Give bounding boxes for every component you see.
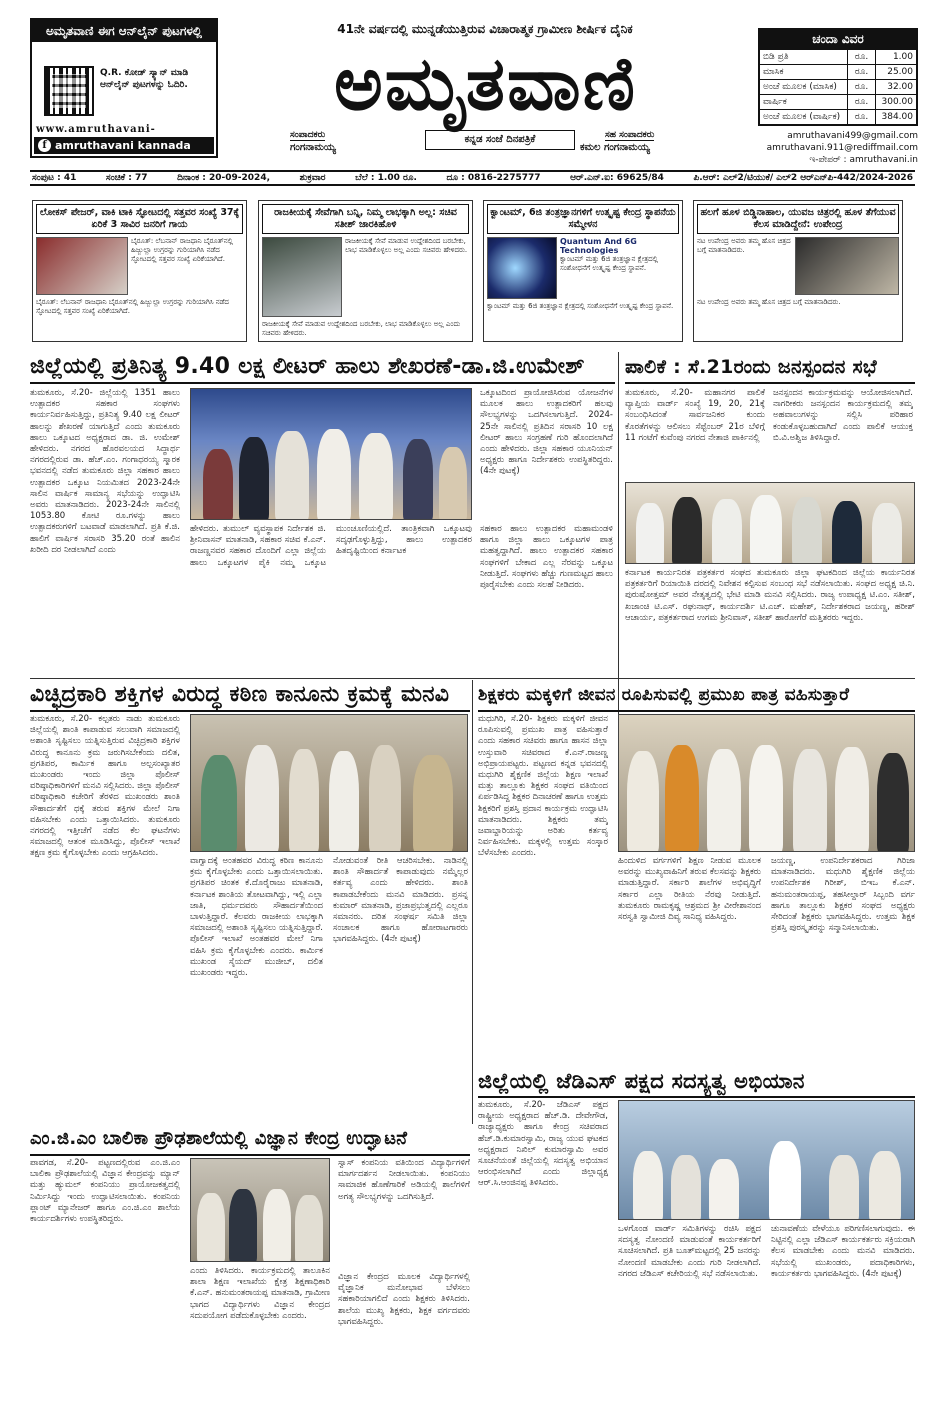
teaser-photo [262, 237, 342, 317]
article-civic-col2: ಜನಸ್ಪಂದನ ಕಾರ್ಯಕ್ರಮವನ್ನು ಆಯೋಜಿಸಲಾಗಿದೆ. ನಾಗರೀಕರು ಜನಸ್ಪಂದನ ಕಾರ್ಯಕ್ರಮದಲ್ಲಿ ತಮ್ಮ ಅಹವಾಲುಗಳನ್ನು ಸಲ್ಲಿಸಿ ಪರಿಹಾರ ಕಂಡುಕೊಳ್ಳಬಹುದಾಗಿದೆ ಎಂದು ಪಾಲಿಕೆ ಆಯುಕ್ತ ಬಿ.ವಿ.ಅಶ್ವಿಜ ತಿಳಿಸಿದ್ದಾರೆ. [773, 388, 913, 443]
article-law-col3: ನೋಡುವಂತೆ ರೀತಿ ಆಚರಿಸಬೇಕು. ನಾಡಿನಲ್ಲಿ ಶಾಂತಿ ಸೌಹಾರ್ದತೆ ಕಾಪಾಡುವುದು ನಮ್ಮೆಲ್ಲರ ಕರ್ತವ್ಯ ಎಂದು ಹೇಳಿದರು. ಶಾಂತಿ ಕಾಪಾಡಬೇಕೆಂದು ಮನವಿ ಮಾಡಿದರು. ಪ್ರಸನ್ನ ಕುಮಾರ್ ಮಾತನಾಡಿ, ಪ್ರಜಾಪ್ರಭುತ್ವದಲ್ಲಿ ಎಲ್ಲರೂ ಸಮಾನರು. ದರಿತ ಸಂಘರ್ಷ ಸಮಿತಿ ಜಿಲ್ಲಾ ಸಂಚಾಲಕ ಹಾಗೂ ಹೋರಾಟಗಾರರು ಭಾಗವಹಿಸಿದ್ದರು. (4ನೇ ಪುಟಕ್ಕೆ) [333, 856, 468, 945]
article-school-col3: ಸ್ವಾಸ್ ಕಂಪನಿಯ ವತಿಯಿಂದ ವಿದ್ಯಾರ್ಥಿಗಳಿಗೆ ಮಾರ್ಗದರ್ಶನ ನೀಡಲಾಯಿತು. ಕಂಪನಿಯು ಸಾಮಾಜಿಕ ಹೊಣೆಗಾರಿಕೆ ಅಡಿಯಲ್ಲಿ ಶಾಲೆಗಳಿಗೆ ಅಗತ್ಯ ಸೌಲಭ್ಯಗಳನ್ನು ಒದಗಿಸುತ್ತಿದೆ. [338, 1158, 470, 1202]
sub-currency: ರೂ. [848, 65, 876, 79]
teaser-photo [487, 237, 557, 299]
article-civic-caption: ಕರ್ನಾಟಕ ಕಾರ್ಯನಿರತ ಪತ್ರಕರ್ತರ ಸಂಘದ ತುಮಕೂರು ಜಿಲ್ಲಾ ಘಟಕದಿಂದ ಜಿಲ್ಲೆಯ ಕಾರ್ಯನಿರತ ಪತ್ರಕರ್ತರಿಗೆ ರಿಯಾಯಿತಿ ದರದಲ್ಲಿ ನಿವೇಶನ ಕಲ್ಪಿಸುವ ಸಂಬಂಧ ಸಭೆ ನಡೆಸಲಾಯಿತು. ಸಂಘದ ಅಧ್ಯಕ್ಷ ಚಿ.ನಿ. ಪುರುಷೋತ್ತಮ್ ಅವರ ನೇತೃತ್ವದಲ್ಲಿ ಭೇಟಿ ಮಾಡಿ ಮನವಿ ಸಲ್ಲಿಸಿದರು. ರಾಜ್ಯ ಉಪಾಧ್ಯಕ್ಷ ಟಿ.ಎಂ. ಸತೀಶ್, ಖಜಾಂಚಿ ಟಿ.ಎಸ್. ರಘುನಾಥ್, ಕಾರ್ಯದರ್ಶಿ ಟಿ.ಎಚ್. ಮಹೇಶ್, ನಿರ್ದೇಶಕರಾದ ಜಯಣ್ಣ, ಹರೀಶ್ ಆಚಾರ್ಯ, ಪತ್ರಕರ್ತರಾದ ಉಗಮ ಶ್ರೀನಿವಾಸ್, ಸತೀಶ್ ಹಾರೋಗೆರೆ ಮತ್ತಿತರರು ಇದ್ದರು. [625, 568, 915, 623]
sub-amount: 25.00 [887, 67, 913, 77]
headline-milk[interactable]: ಜಿಲ್ಲೆಯಲ್ಲಿ ಪ್ರತಿನಿತ್ಯ 9.40 ಲಕ್ಷ ಲೀಟರ್ ಹಾಲು ಶೇಖರಣೆ-ಡಾ.ಜಿ.ಉಮೇಶ್ [30, 352, 615, 384]
teaser-title: ಕ್ವಾಂಟಮ್, 6ಜಿ ತಂತ್ರಜ್ಞಾನಗಳಿಗೆ ಉತ್ಕೃಷ್ಟ ಕೇಂದ್ರ ಸ್ಥಾಪನೆಯ ಸಮ್ಮೇಳನ [487, 204, 679, 234]
teaser-image-caption: Quantum And 6G Technologies [560, 237, 637, 255]
teaser-text: ನಟ ಉಪೇಂದ್ರ ಅವರು ತಮ್ಮ ಹೊಸ ಚಿತ್ರದ ಬಗ್ಗೆ ಮಾತನಾಡಿದರು. [697, 237, 791, 254]
article-teachers-col3: ಜಯಣ್ಣ, ಉಪನಿರ್ದೇಶಕರಾದ ಗಿರಿಜಾ ಮಾತನಾಡಿದರು. ಮಧುಗಿರಿ ಶೈಕ್ಷಣಿಕ ಜಿಲ್ಲೆಯ ಉಪನಿರ್ದೇಶಕ ಗಿರೀಶ್, ಬಿಇಒ ಕೆ.ಎನ್. ಹನುಮಂತರಾಯಪ್ಪ, ತಹಸೀಲ್ದಾರ್ ಸಿಬ್ಬಂದಿ ವರ್ಗ ಹಾಗೂ ತಾಲ್ಲೂಕು ಶಿಕ್ಷಕರ ಸಂಘದ ಅಧ್ಯಕ್ಷರು ಸೇರಿದಂತೆ ಶಿಕ್ಷಕರು ಭಾಗವಹಿಸಿದ್ದರು. ಉತ್ತಮ ಶಿಕ್ಷಕ ಪ್ರಶಸ್ತಿ ಪುರಸ್ಕೃತರನ್ನು ಸನ್ಮಾನಿಸಲಾಯಿತು. [771, 856, 915, 934]
article-law-col2: ವಾಗ್ವಾದಕ್ಕೆ ಅಂತಹವರ ವಿರುದ್ಧ ಕಠಿಣ ಕಾನೂನು ಕ್ರಮ ಕೈಗೊಳ್ಳಬೇಕು ಎಂದು ಒತ್ತಾಯಿಸಲಾಯಿತು. ಪ್ರಗತಿಪರ ಚಿಂತಕ ಕೆ.ದೊರೈರಾಜು ಮಾತನಾಡಿ, ಕರ್ನಾಟಕ ಶಾಂತಿಯ ತೋಟವಾಗಿದ್ದು, ಇಲ್ಲಿ ಎಲ್ಲಾ ಜಾತಿ, ಧರ್ಮದವರು ಸೌಹಾರ್ದತೆಯಿಂದ ಬಾಳುತ್ತಿದ್ದಾರೆ. ಕೆಲವರು ರಾಜಕೀಯ ಲಾಭಕ್ಕಾಗಿ ಸಮಾಜದಲ್ಲಿ ಅಶಾಂತಿ ಸೃಷ್ಟಿಸಲು ಯತ್ನಿಸುತ್ತಿದ್ದಾರೆ. ಪೊಲೀಸ್ ಇಲಾಖೆ ಅಂತಹವರ ಮೇಲೆ ನಿಗಾ ವಹಿಸಿ ಕ್ರಮ ಕೈಗೊಳ್ಳಬೇಕು ಎಂದರು. ಕಾರ್ಮಿಕ ಮುಖಂಡ ಸೈಯದ್ ಮುಜೀಬ್, ದಲಿತ ಮುಖಂಡರು ಇದ್ದರು. [190, 856, 323, 979]
headline-civic[interactable]: ಪಾಲಿಕೆ : ಸೆ.21ರಂದು ಜನಸ್ಪಂದನ ಸಭೆ [625, 352, 915, 384]
masthead [30, 18, 918, 165]
promo-heading: ಅಮೃತವಾಣಿ ಈಗ ಆನ್‌ಲೈನ್ ಪುಟಗಳಲ್ಲಿ [32, 20, 216, 42]
teaser-box[interactable] [258, 200, 473, 342]
headline-teachers[interactable]: ಶಿಕ್ಷಕರು ಮಕ್ಕಳಿಗೆ ಜೀವನ ರೂಪಿಸುವಲ್ಲಿ ಪ್ರಮುಖ ಪಾತ್ರ ವಹಿಸುತ್ತಾರೆ [478, 680, 915, 712]
sub-item: ಅಂಚೆ ಮೂಲಕ (ವಾರ್ಷಿಕ) [760, 110, 848, 124]
article-jds-col1: ತುಮಕೂರು, ಸೆ.20- ಜೆಡಿಎಸ್ ಪಕ್ಷದ ರಾಷ್ಟ್ರೀಯ ಅಧ್ಯಕ್ಷರಾದ ಹೆಚ್.ಡಿ. ದೇವೇಗೌಡ, ರಾಜ್ಯಾಧ್ಯಕ್ಷರು ಹಾಗೂ ಕೇಂದ್ರ ಸಚಿವರಾದ ಹೆಚ್.ಡಿ.ಕುಮಾರಸ್ವಾಮಿ, ರಾಜ್ಯ ಯುವ ಘಟಕದ ಅಧ್ಯಕ್ಷರಾದ ನಿಖಿಲ್ ಕುಮಾರಸ್ವಾಮಿ ಅವರ ಸೂಚನೆಯಂತೆ ಜಿಲ್ಲೆಯಲ್ಲಿ ಸದಸ್ಯತ್ವ ಅಭಿಯಾನ ಆರಂಭಿಸಲಾಗಿದೆ ಎಂದು ಜಿಲ್ಲಾಧ್ಯಕ್ಷ ಆರ್.ಸಿ.ಆಂಜಿನಪ್ಪ ತಿಳಿಸಿದರು. [478, 1100, 608, 1189]
teaser-photo [36, 237, 128, 295]
teaser-text: ಕ್ವಾಂಟಮ್ ಮತ್ತು 6ಜಿ ತಂತ್ರಜ್ಞಾನ ಕ್ಷೇತ್ರದಲ್ಲಿ ಸಂಶೋಧನೆಗೆ ಉತ್ಕೃಷ್ಟ ಕೇಂದ್ರ ಸ್ಥಾಪನೆ. [560, 255, 658, 272]
email-link[interactable]: amruthavani499@gmail.com [787, 131, 918, 141]
headline-jds[interactable]: ಜಿಲ್ಲೆಯಲ್ಲಿ ಜೆಡಿಎಸ್ ಪಕ್ಷದ ಸದಸ್ಯತ್ವ ಅಭಿಯಾನ [478, 1066, 915, 1098]
contact-emails [758, 130, 918, 166]
article-school-photo [190, 1158, 330, 1262]
sub-currency: ರೂ. [848, 110, 876, 124]
sub-currency: ರೂ. [848, 80, 876, 94]
teaser-title: ರಾಜಕೀಯಕ್ಕೆ ಸೇವೆಗಾಗಿ ಬನ್ನಿ, ನಿಮ್ಮ ಲಾಭಕ್ಕಾಗಿ ಅಲ್ಲ: ಸಚಿವ ಸತೀಶ್ ಜಾರಕಿಹೊಳಿ [262, 204, 469, 234]
article-teachers-col2: ಹಿಂದುಳಿದ ವರ್ಗಗಳಿಗೆ ಶಿಕ್ಷಣ ನೀಡುವ ಮೂಲಕ ಅವರನ್ನು ಮುಖ್ಯವಾಹಿನಿಗೆ ತರುವ ಕೆಲಸವನ್ನು ಶಿಕ್ಷಕರು ಮಾಡುತ್ತಿದ್ದಾರೆ. ಸರ್ಕಾರಿ ಶಾಲೆಗಳ ಅಭಿವೃದ್ಧಿಗೆ ಸರ್ಕಾರ ಎಲ್ಲಾ ರೀತಿಯ ನೆರವು ನೀಡುತ್ತಿದೆ. ತುಮಕೂರು ರಾಮಕೃಷ್ಣ ಆಶ್ರಮದ ಶ್ರೀ ವೀರೇಶಾನಂದ ಸರಸ್ವತಿ ಸ್ವಾಮೀಜಿ ದಿವ್ಯ ಸಾನಿಧ್ಯ ವಹಿಸಿದ್ದರು. [618, 856, 761, 923]
facebook-link[interactable] [34, 137, 214, 154]
teaser-title: ಲೋಕಸ್ ಪೇಜರ್, ವಾಕಿ ಟಾಕಿ ಸ್ಫೋಟದಲ್ಲಿ ಸತ್ತವರ ಸಂಖ್ಯೆ 37ಕ್ಕೆ ಏರಿಕೆ 3 ಸಾವಿರ ಜನರಿಗೆ ಗಾಯ [36, 204, 243, 234]
subscription-row [760, 64, 916, 79]
price: ಬೆಲೆ : 1.00 ರೂ. [355, 173, 417, 183]
teaser-box[interactable] [693, 200, 903, 342]
facebook-handle: amruthavani kannada [55, 139, 191, 152]
epaper-link[interactable]: ಇ-ಪೇಪರ್ : amruthavani.in [809, 155, 918, 165]
subscription-table [758, 28, 918, 126]
sub-currency: ರೂ. [848, 50, 876, 64]
article-jds-col3: ಚುನಾವಣೆಯ ವೇಳೆಯೂ ಪರಿಗಣಿಸಲಾಗುವುದು. ಈ ನಿಟ್ಟಿನಲ್ಲಿ ಎಲ್ಲಾ ಜೆಡಿಎಸ್ ಕಾರ್ಯಕರ್ತರು ಸಕ್ರಿಯರಾಗಿ ಕೆಲಸ ಮಾಡಬೇಕು ಎಂದು ಮನವಿ ಮಾಡಿದರು. ಸಭೆಯಲ್ಲಿ ಮುಖಂಡರು, ಪದಾಧಿಕಾರಿಗಳು, ಕಾರ್ಯಕರ್ತರು ಭಾಗವಹಿಸಿದ್ದರು. (4ನೇ ಪುಟಕ್ಕೆ) [771, 1224, 915, 1279]
sub-item: ವಾರ್ಷಿಕ [760, 95, 848, 109]
article-milk-col4: ಒಕ್ಕೂಟದಿಂದ ಪ್ರಾಯೋಜಿಸಿರುವ ಯೋಜನೆಗಳ ಮೂಲಕ ಹಾಲು ಉತ್ಪಾದಕರಿಗೆ ಹಲವು ಸೌಲಭ್ಯಗಳನ್ನು ಒದಗಿಸಲಾಗುತ್ತಿದೆ. 2024-25ನೇ ಸಾಲಿನಲ್ಲಿ ಪ್ರತಿದಿನ ಸರಾಸರಿ 10 ಲಕ್ಷ ಲೀಟರ್ ಹಾಲು ಸಂಗ್ರಹಣೆ ಗುರಿ ಹೊಂದಲಾಗಿದೆ ಎಂದು ಹೇಳಿದರು. ಜಿಲ್ಲಾ ಸಹಕಾರ ಯೂನಿಯನ್ ಅಧ್ಯಕ್ಷರು ಹಾಗೂ ನಿರ್ದೇಶಕರು ಉಪಸ್ಥಿತರಿದ್ದರು. (4ನೇ ಪುಟಕ್ಕೆ) [480, 388, 613, 477]
article-milk-col3: ಸಹಕಾರ ಹಾಲು ಉತ್ಪಾದಕರ ಮಹಾಮಂಡಳಿ ಹಾಗೂ ಜಿಲ್ಲಾ ಹಾಲು ಒಕ್ಕೂಟಗಳ ಪಾತ್ರ ಮಹತ್ವದ್ದಾಗಿದೆ. ಹಾಲು ಉತ್ಪಾದಕರ ಸಹಕಾರ ಸಂಘಗಳಿಗೆ ಬೇಕಾದ ಎಲ್ಲ ನೆರವನ್ನು ಒಕ್ಕೂಟ ನೀಡುತ್ತಿದೆ. ಸಂಘಗಳು ಹೆಚ್ಚು ಗುಣಮಟ್ಟದ ಹಾಲು ಪೂರೈಸಬೇಕು ಎಂದು ಸಲಹೆ ನೀಡಿದರು. [480, 524, 613, 591]
phone: ದೂ : 0816-2275777 [446, 173, 541, 183]
rni-number: ಆರ್.ಎನ್.ಐ: 69625/84 [570, 173, 664, 183]
teaser-text: ಬೈರೂತ್: ಲೆಬನಾನ್ ರಾಜಧಾನಿ ಬೈರೂತ್‌ನಲ್ಲಿ ಹಿಜ್ಬುಲ್ಲಾ ಉಗ್ರರನ್ನು ಗುರಿಯಾಗಿಸಿ ನಡೆದ ಸ್ಫೋಟದಲ್ಲಿ ಸತ್ತವರ ಸಂಖ್ಯೆ ಏರಿಕೆಯಾಗಿದೆ. [131, 237, 233, 263]
teaser-box[interactable] [483, 200, 683, 342]
sub-amount: 1.00 [892, 52, 913, 62]
sub-amount: 300.00 [881, 97, 913, 107]
article-teachers-col1: ಮಧುಗಿರಿ, ಸೆ.20- ಶಿಕ್ಷಕರು ಮಕ್ಕಳಿಗೆ ಜೀವನ ರೂಪಿಸುವಲ್ಲಿ ಪ್ರಮುಖ ಪಾತ್ರ ವಹಿಸುತ್ತಾರೆ ಎಂದು ಸಹಕಾರ ಸಚಿವರು ಹಾಗೂ ಹಾಸನ ಜಿಲ್ಲಾ ಉಸ್ತುವಾರಿ ಸಚಿವರಾದ ಕೆ.ಎನ್.ರಾಜಣ್ಣ ಅಭಿಪ್ರಾಯಪಟ್ಟರು. ಪಟ್ಟಣದ ಕನ್ನಡ ಭವನದಲ್ಲಿ ಮಧುಗಿರಿ ಶೈಕ್ಷಣಿಕ ಜಿಲ್ಲೆಯ ಶಿಕ್ಷಣ ಇಲಾಖೆ ಮತ್ತು ತಾಲ್ಲೂಕು ಶಿಕ್ಷಕರ ಸಂಘದ ವತಿಯಿಂದ ಏರ್ಪಡಿಸಿದ್ದ ಶಿಕ್ಷಕರ ದಿನಾಚರಣೆ ಹಾಗೂ ಉತ್ತಮ ಶಿಕ್ಷಕರಿಗೆ ಪ್ರಶಸ್ತಿ ಪ್ರದಾನ ಕಾರ್ಯಕ್ರಮ ಉದ್ಘಾಟಿಸಿ ಮಾತನಾಡಿದರು. ಶಿಕ್ಷಕರು ತಮ್ಮ ಜವಾಬ್ದಾರಿಯನ್ನು ಅರಿತು ಕರ್ತವ್ಯ ನಿರ್ವಹಿಸಬೇಕು. ಮಕ್ಕಳಲ್ಲಿ ಉತ್ತಮ ಸಂಸ್ಕಾರ ಬೆಳೆಸಬೇಕು ಎಂದರು. [478, 714, 608, 859]
issue-number: ಸಂಚಿಕೆ : 77 [105, 173, 148, 183]
editor-name: ಗಂಗನಾಮಯ್ಯ [290, 142, 336, 153]
article-civic-col1: ತುಮಕೂರು, ಸೆ.20- ಮಹಾನಗರ ಪಾಲಿಕೆ ವ್ಯಾಪ್ತಿಯ ವಾರ್ಡ್ ಸಂಖ್ಯೆ 19, 20, 21ಕ್ಕೆ ಸಂಬಂಧಿಸಿದಂತೆ ಸಾರ್ವಜನಿಕರ ಕುಂದು ಕೊರತೆಗಳನ್ನು ಆಲಿಸಲು ಸೆಪ್ಟೆಂಬರ್ 21ರ ಬೆಳಿಗ್ಗೆ 11 ಗಂಟೆಗೆ ಕುವೆಂಪು ನಗರದ ನೇತಾಜಿ ಪಾರ್ಕಿನಲ್ಲಿ [625, 388, 765, 443]
article-milk-caption: ಹೇಳಿದರು. ತುಮುಲ್ ವ್ಯವಸ್ಥಾಪಕ ನಿರ್ದೇಶಕ ಜಿ. ಶ್ರೀನಿವಾಸನ್ ಮಾತನಾಡಿ, ಸಹಕಾರ ಸಚಿವ ಕೆ.ಎನ್. ರಾಜಣ್ಣನವರ ಸಹಕಾರ ದೊಂದಿಗೆ ಎಲ್ಲಾ ಜಿಲ್ಲೆಯ ಹಾಲು ಒಕ್ಕೂಟಗಳ ಪೈಕಿ ನಮ್ಮ ಒಕ್ಕೂಟ ಮುಂಚೂಣಿಯಲ್ಲಿದೆ. ತಾಂತ್ರಿಕವಾಗಿ ಒಕ್ಕೂಟವು ಸದೃಢಗೊಳ್ಳುತ್ತಿದ್ದು, ಹಾಲು ಉತ್ಪಾದಕರ ಹಿತದೃಷ್ಟಿಯಿಂದ ಕರ್ನಾಟಕ [190, 524, 472, 568]
teaser-text: ಕ್ವಾಂಟಮ್ ಮತ್ತು 6ಜಿ ತಂತ್ರಜ್ಞಾನ ಕ್ಷೇತ್ರದಲ್ಲಿ ಸಂಶೋಧನೆಗೆ ಉತ್ಕೃಷ್ಟ ಕೇಂದ್ರ ಸ್ಥಾಪನೆ. [487, 302, 674, 310]
qr-code-icon[interactable] [44, 66, 94, 116]
editor-label: ಸಂಪಾದಕರು [290, 130, 326, 140]
issue-date: ದಿನಾಂಕ : 20-09-2024, [177, 173, 270, 183]
article-law-col1: ತುಮಕೂರು, ಸೆ.20- ಕಲ್ಪತರು ನಾಡು ತುಮಕೂರು ಜಿಲ್ಲೆಯಲ್ಲಿ ಶಾಂತಿ ಕಾಪಾಡುವ ಸಲುವಾಗಿ ಸಮಾಜದಲ್ಲಿ ಅಶಾಂತಿ ಸೃಷ್ಟಿಸಲು ಯತ್ನಿಸುತ್ತಿರುವ ವಿಚ್ಛಿದ್ರಕಾರಿ ಶಕ್ತಿಗಳ ವಿರುದ್ಧ ಕಾನೂನು ಕ್ರಮ ಜರುಗಿಸಬೇಕೆಂದು ದಲಿತ, ಪ್ರಗತಿಪರ, ಕಾರ್ಮಿಕ ಹಾಗೂ ಅಲ್ಪಸಂಖ್ಯಾತರ ಮುಖಂಡರು ಇಂದು ಜಿಲ್ಲಾ ಪೊಲೀಸ್ ವರಿಷ್ಠಾಧಿಕಾರಿಗಳಿಗೆ ಮನವಿ ಸಲ್ಲಿಸಿದರು. ಜಿಲ್ಲಾ ಪೊಲೀಸ್ ವರಿಷ್ಠಾಧಿಕಾರಿ ಕಚೇರಿಗೆ ತೆರಳಿದ ಮುಖಂಡರು ಶಾಂತಿ ಸೌಹಾರ್ದತೆಗೆ ಧಕ್ಕೆ ತರುವ ಶಕ್ತಿಗಳ ಮೇಲೆ ನಿಗಾ ವಹಿಸಬೇಕು ಎಂದು ಒತ್ತಾಯಿಸಿದರು. ತುಮಕೂರು ನಗರದಲ್ಲಿ ಇತ್ತೀಚೆಗೆ ನಡೆದ ಕೆಲ ಘಟನೆಗಳು ಸಮಾಜದಲ್ಲಿ ಆತಂಕ ಮೂಡಿಸಿದ್ದು, ಪೊಲೀಸ್ ಇಲಾಖೆ ತಕ್ಷಣ ಕ್ರಮ ಕೈಗೊಳ್ಳಬೇಕು ಎಂದು ಆಗ್ರಹಿಸಿದರು. [30, 714, 180, 859]
subscription-row [760, 94, 916, 109]
subscription-row [760, 49, 916, 64]
headline-law[interactable]: ವಿಚ್ಛಿದ್ರಕಾರಿ ಶಕ್ತಿಗಳ ವಿರುದ್ಧ ಕಠಿಣ ಕಾನೂನು ಕ್ರಮಕ್ಕೆ ಮನವಿ [30, 680, 470, 712]
article-jds-photo [618, 1100, 915, 1220]
newspaper-title: ಅಮೃತವಾಣಿ [333, 41, 638, 127]
registration-number: ಪಿ.ಆರ್: ಎಲ್2/ಟಿಯುಕೆ/ ಎಲ್2 ಆರ್‌ಎನ್‌ಪಿ-442/2024-2026 [693, 173, 913, 183]
issue-info-bar [30, 170, 915, 186]
teaser-text: ನಟ ಉಪೇಂದ್ರ ಅವರು ತಮ್ಮ ಹೊಸ ಚಿತ್ರದ ಬಗ್ಗೆ ಮಾತನಾಡಿದರು. [697, 298, 841, 306]
teaser-text: ರಾಜಕೀಯಕ್ಕೆ ಸೇವೆ ಮಾಡುವ ಉದ್ದೇಶದಿಂದ ಬರಬೇಕು, ಲಾಭ ಮಾಡಿಕೊಳ್ಳಲು ಅಲ್ಲ ಎಂದು ಸಚಿವರು ಹೇಳಿದರು. [345, 237, 468, 254]
article-school-col4: ವಿಜ್ಞಾನ ಕೇಂದ್ರದ ಮೂಲಕ ವಿದ್ಯಾರ್ಥಿಗಳಲ್ಲಿ ವೈಜ್ಞಾನಿಕ ಮನೋಭಾವ ಬೆಳೆಸಲು ಸಹಕಾರಿಯಾಗಲಿದೆ ಎಂದು ಶಿಕ್ಷಕರು ತಿಳಿಸಿದರು. ಶಾಲೆಯ ಮುಖ್ಯ ಶಿಕ್ಷಕರು, ಶಿಕ್ಷಕ ವರ್ಗದವರು ಭಾಗವಹಿಸಿದ್ದರು. [338, 1272, 470, 1327]
coeditor-name: ಕಮಲ ಗಂಗನಾಮಯ್ಯ [580, 142, 650, 153]
coeditor-label: ಸಹ ಸಂಪಾದಕರು [605, 130, 655, 140]
qr-instructions: Q.R. ಕೋಡ್ ಸ್ಕ್ಯಾನ್ ಮಾಡಿ ಆನ್‌ಲೈನ್ ಪುಟಗಳನ್ನು ಓದಿರಿ. [100, 68, 189, 90]
article-civic-photo [625, 482, 915, 564]
paper-subtitle: ಕನ್ನಡ ಸಂಜೆ ದಿನಪತ್ರಿಕೆ [425, 130, 575, 150]
volume: ಸಂಪುಟ : 41 [32, 173, 77, 183]
article-school-col1: ಪಾವಗಡ, ಸೆ.20- ಪಟ್ಟಣದಲ್ಲಿರುವ ಎಂ.ಜಿ.ಎಂ ಬಾಲಿಕಾ ಪ್ರೌಢಶಾಲೆಯಲ್ಲಿ ವಿಜ್ಞಾನ ಕೇಂದ್ರವನ್ನು ಮ್ಯಾನ್ ಮತ್ತು ಹ್ಯುಮಲ್ ಕಂಪನಿಯು ಪ್ರಾಯೋಜಕತ್ವದಲ್ಲಿ ನಿರ್ಮಿಸಿದ್ದು ಇಂದು ಉದ್ಘಾಟಿಸಲಾಯಿತು. ಕಂಪನಿಯ ಪ್ಲಾಂಟ್ ಮ್ಯಾನೇಜರ್ ಹಾಗೂ ಎಂ.ಜಿ.ಎಂ ಶಾಲೆಯ ಕಾರ್ಯದರ್ಶಿಗಳು ಉಪಸ್ಥಿತರಿದ್ದರು. [30, 1158, 180, 1225]
subscription-row [760, 109, 916, 124]
article-school-col2: ಎಂದು ತಿಳಿಸಿದರು. ಕಾರ್ಯಕ್ರಮದಲ್ಲಿ ತಾಲೂಕಿನ ಶಾಲಾ ಶಿಕ್ಷಣ ಇಲಾಖೆಯ ಕ್ಷೇತ್ರ ಶಿಕ್ಷಣಾಧಿಕಾರಿ ಕೆ.ಎನ್. ಹನುಮಂತರಾಯಪ್ಪ ಮಾತನಾಡಿ, ಗ್ರಾಮೀಣ ಭಾಗದ ವಿದ್ಯಾರ್ಥಿಗಳು ವಿಜ್ಞಾನ ಕೇಂದ್ರದ ಸದುಪಯೋಗ ಪಡೆದುಕೊಳ್ಳಬೇಕು ಎಂದರು. [190, 1266, 330, 1321]
teaser-text: ಬೈರೂತ್: ಲೆಬನಾನ್ ರಾಜಧಾನಿ ಬೈರೂತ್‌ನಲ್ಲಿ ಹಿಜ್ಬುಲ್ಲಾ ಉಗ್ರರನ್ನು ಗುರಿಯಾಗಿಸಿ ನಡೆದ ಸ್ಫೋಟದಲ್ಲಿ ಸತ್ತವರ ಸಂಖ್ಯೆ ಏರಿಕೆಯಾಗಿದೆ. [36, 298, 229, 315]
sub-item: ಅಂಚೆ ಮೂಲಕ (ಮಾಸಿಕ) [760, 80, 848, 94]
online-promo-box [30, 18, 218, 158]
article-teachers-photo [618, 714, 915, 852]
sub-amount: 384.00 [881, 112, 913, 122]
masthead-tagline: 41ನೇ ವರ್ಷದಲ್ಲಿ ಮುನ್ನಡೆಯುತ್ತಿರುವ ವಿಚಾರಾತ್ಮಕ ಗ್ರಾಮೀಣ ಶೀರ್ಷಿಕ ದೈನಿಕ [337, 22, 633, 36]
email-link[interactable]: amruthavani.911@rediffmail.com [766, 143, 918, 153]
teaser-photo [795, 237, 899, 295]
weekday: ಶುಕ್ರವಾರ [299, 173, 326, 183]
article-milk-photo [190, 388, 472, 520]
promo-website[interactable]: www.amruthavani- [36, 124, 156, 135]
sub-amount: 32.00 [887, 82, 913, 92]
teaser-title: ಹಲಗೆ ಹೂಳ ಬಿಡ್ಡಿನಾಹಾಲ, ಯುವಜ ಚಿತ್ರರಲ್ಲಿ ಹೂಳ ತೆಗೆಯುವ ಕೆಲಸ ಮಾಡಿದ್ದೇನೆ: ಉಪೇಂದ್ರ [697, 204, 899, 234]
subscription-row [760, 79, 916, 94]
subscription-title: ಚಂದಾ ವಿವರ [760, 30, 916, 49]
facebook-icon: f [38, 139, 51, 152]
teaser-box[interactable] [32, 200, 247, 342]
article-jds-col2: ಒಳಗೊಂಡ ವಾರ್ಡ್ ಸಮಿತಿಗಳನ್ನು ರಚಿಸಿ ಪಕ್ಷದ ಸದಸ್ಯತ್ವ ನೋಂದಣಿ ಮಾಡುವಂತೆ ಕಾರ್ಯಕರ್ತರಿಗೆ ಸೂಚಿಸಲಾಗಿದೆ. ಪ್ರತಿ ಬೂತ್‌ಮಟ್ಟದಲ್ಲಿ 25 ಜನರನ್ನು ನೋಂದಣಿ ಮಾಡಬೇಕು ಎಂದು ಗುರಿ ನೀಡಲಾಗಿದೆ. ನಗರದ ಜೆಡಿಎಸ್ ಕಚೇರಿಯಲ್ಲಿ ಸಭೆ ನಡೆಸಲಾಯಿತು. [618, 1224, 761, 1279]
sub-item: ಮಾಸಿಕ [760, 65, 848, 79]
article-law-photo [190, 714, 468, 852]
teaser-text: ರಾಜಕೀಯಕ್ಕೆ ಸೇವೆ ಮಾಡುವ ಉದ್ದೇಶದಿಂದ ಬರಬೇಕು, ಲಾಭ ಮಾಡಿಕೊಳ್ಳಲು ಅಲ್ಲ ಎಂದು ಸಚಿವರು ಹೇಳಿದರು. [262, 320, 461, 337]
headline-school[interactable]: ಎಂ.ಜಿ.ಎಂ ಬಾಲಿಕಾ ಪ್ರೌಢಶಾಲೆಯಲ್ಲಿ ವಿಜ್ಞಾನ ಕೇಂದ್ರ ಉದ್ಘಾಟನೆ [30, 1124, 470, 1156]
article-milk-col1: ತುಮಕೂರು, ಸೆ.20- ಜಿಲ್ಲೆಯಲ್ಲಿ 1351 ಹಾಲು ಉತ್ಪಾದಕರ ಸಹಕಾರ ಸಂಘಗಳು ಕಾರ್ಯನಿರ್ವಹಿಸುತ್ತಿದ್ದು, ಪ್ರತಿನಿತ್ಯ 9.40 ಲಕ್ಷ ಲೀಟರ್ ಹಾಲನ್ನು ಶೇಖರಣೆ ಯಾಗುತ್ತಿದೆ ಎಂದು ತುಮಕೂರು ಹಾಲು ಒಕ್ಕೂಟದ ಅಧ್ಯಕ್ಷರಾದ ಡಾ. ಜಿ. ಉಮೇಶ್ ಹೇಳಿದರು. ನಗರದ ಹೊರವಲಯದ ಸಿದ್ಧಾರ್ಥ ನಗರದಲ್ಲಿರುವ ಡಾ. ಹೆಚ್.ಎಂ. ಗಂಗಾಧರಯ್ಯ ಸ್ಮಾರಕ ಭವನದಲ್ಲಿ ನಡೆದ ತುಮಕೂರು ಜಿಲ್ಲಾ ಸಹಕಾರ ಹಾಲು ಉತ್ಪಾದಕರ ಒಕ್ಕೂಟ ನಿಯಮಿತದ 2023-24ನೇ ಸಾಲಿನ ವಾರ್ಷಿಕ ಸಾಮಾನ್ಯ ಸಭೆಯನ್ನು ಉದ್ಘಾಟಿಸಿ ಅವರು ಮಾತನಾಡಿದರು. 2023-24ನೇ ಸಾಲಿನಲ್ಲಿ 1053.80 ಕೋಟಿ ರೂ.ಗಳನ್ನು ಹಾಲು ಉತ್ಪಾದಕರುಗಳಿಗೆ ಬಟವಾಡೆ ಮಾಡಲಾಗಿದೆ. ಪ್ರತಿ ಕೆ.ಜಿ. ಹಾಲಿಗೆ ವಾರ್ಷಿಕ ಸರಾಸರಿ 35.20 ರಂತೆ ಹಾಲಿನ ಖರೀದಿ ದರ ನೀಡಲಾಗಿದೆ ಎಂದು [30, 388, 180, 555]
sub-currency: ರೂ. [848, 95, 876, 109]
sub-item: ಬಿಡಿ ಪ್ರತಿ [760, 50, 848, 64]
